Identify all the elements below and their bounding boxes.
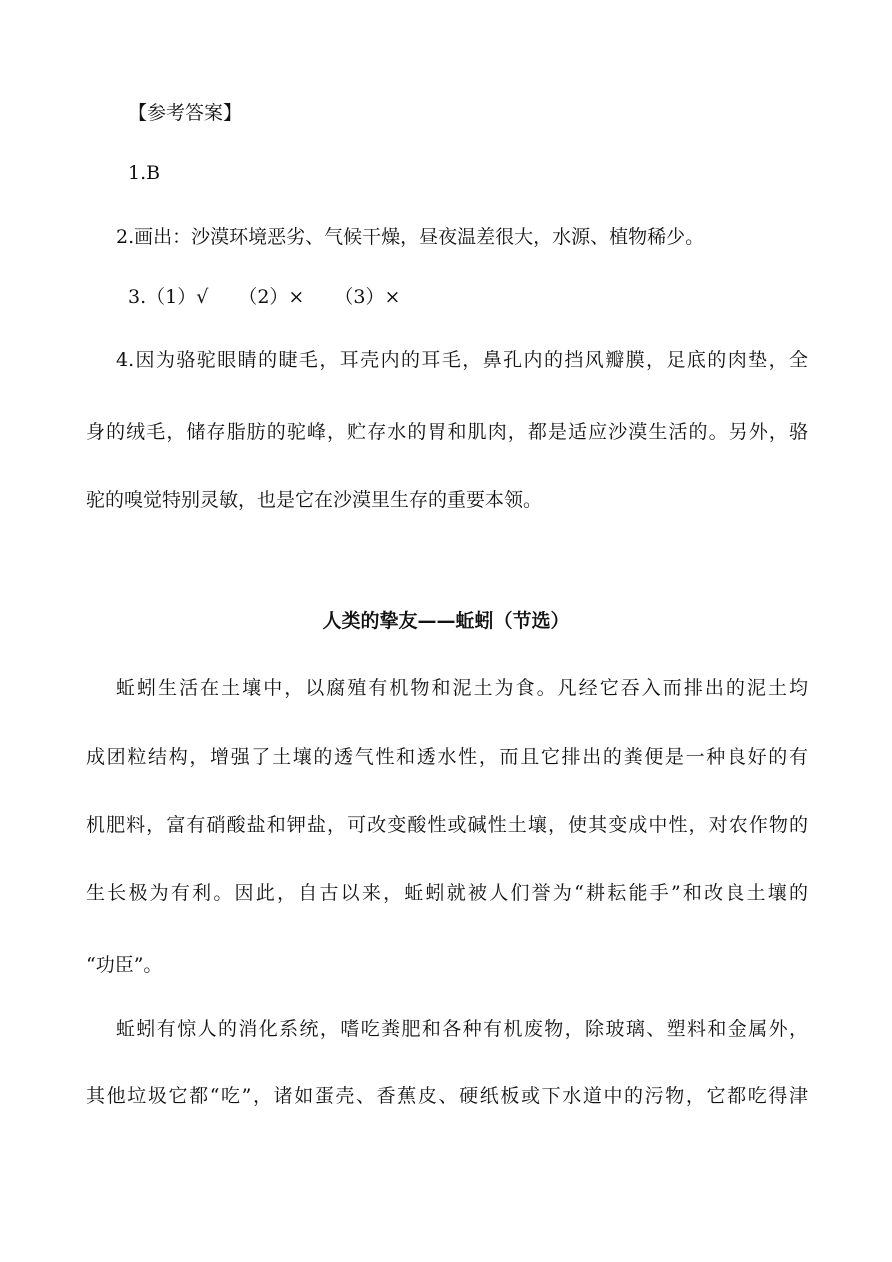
answer-3-item-2: （2）× <box>238 286 305 308</box>
answer-3-item-3: （3）× <box>334 286 401 308</box>
paragraph-2-line-1: 蚯蚓有惊人的消化系统，嗜吃粪肥和各种有机废物，除玻璃、塑料和金属外， <box>116 1018 808 1040</box>
answer-4-line-3: 驼的嗅觉特别灵敏，也是它在沙漠里生存的重要本领。 <box>86 489 543 511</box>
paragraph-1-line-3: 机肥料，富有硝酸盐和钾盐，可改变酸性或碱性土壤，使其变成中性，对农作物的 <box>86 814 808 836</box>
paragraph-1-line-1: 蚯蚓生活在土壤中，以腐殖有机物和泥土为食。凡经它吞入而排出的泥土均 <box>116 677 808 699</box>
answer-4-line-2: 身的绒毛，储存脂肪的驼峰，贮存水的胃和肌肉，都是适应沙漠生活的。另外，骆 <box>86 421 808 443</box>
answer-4-line-1: 4.因为骆驼眼睛的睫毛，耳壳内的耳毛，鼻孔内的挡风瓣膜，足底的肉垫，全 <box>116 349 808 371</box>
answer-3 <box>128 285 400 309</box>
paragraph-1-line-4: 生长极为有利。因此，自古以来，蚯蚓就被人们誉为“耕耘能手”和改良土壤的 <box>86 882 808 904</box>
answer-2: 2.画出：沙漠环境恶劣、气候干燥，昼夜温差很大，水源、植物稀少。 <box>116 226 705 248</box>
paragraph-2-line-2: 其他垃圾它都“吃”，诸如蛋壳、香蕉皮、硬纸板或下水道中的污物，它都吃得津 <box>86 1085 808 1107</box>
paragraph-1-line-2: 成团粒结构，增强了土壤的透气性和透水性，而且它排出的粪便是一种良好的有 <box>86 746 808 768</box>
answer-key-heading: 【参考答案】 <box>128 102 243 124</box>
answer-3-item-1: （1）√ <box>146 286 209 308</box>
article-title: 人类的挚友——蚯蚓（节选） <box>322 610 570 632</box>
paragraph-1-line-5: “功臣”。 <box>86 954 163 976</box>
answer-1: 1.B <box>128 162 161 184</box>
answer-3-prefix: 3. <box>128 286 147 308</box>
